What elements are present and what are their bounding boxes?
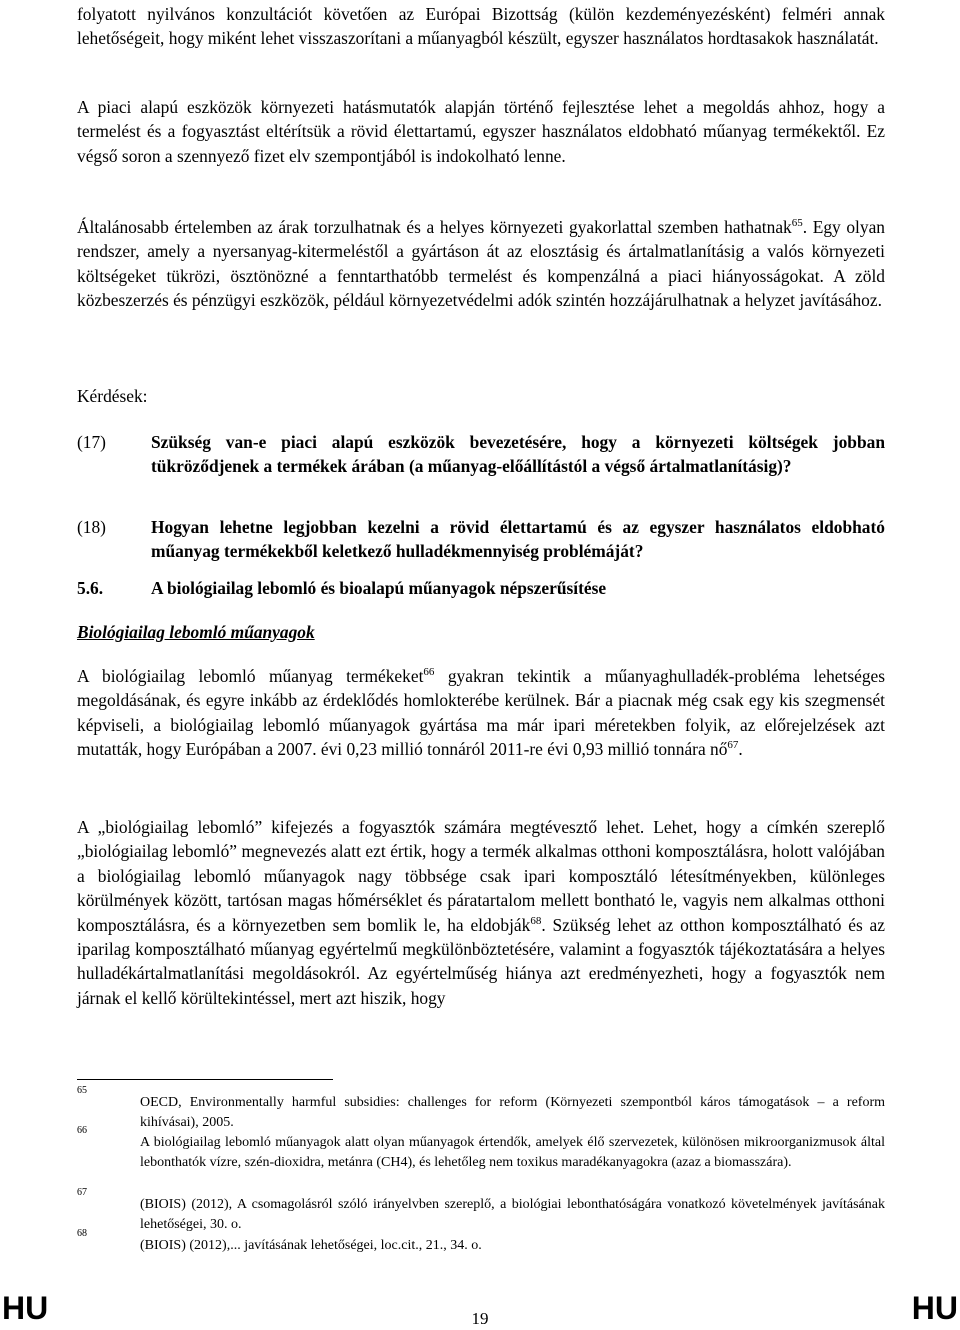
- footnote-text: (BIOIS) (2012),... javításának lehetőségei, loc.cit., 21., 34. o.: [140, 1238, 482, 1253]
- paragraph-intro: folyatott nyilvános konzultációt követően az Európai Bizottság (külön kezdeményezésként) felméri annak lehetőségeit, hogy miként lehet visszaszorítani a műanyagból készült, egyszer használatos hordtasakok használatát.: [77, 4, 885, 49]
- footnote-number: 68: [77, 1228, 87, 1239]
- question-17: [77, 430, 885, 479]
- footnote-separator: [77, 1079, 333, 1080]
- question-text: Hogyan lehetne legjobban kezelni a rövid élettartamú és az egyszer használatos eldobható műanyag termékekből keletkező hulladékmennyiség problémáját?: [151, 517, 885, 562]
- footnote-68: [77, 1228, 885, 1256]
- question-text: Szükség van-e piaci alapú eszközök bevezetésére, hogy a környezeti költségek jobban tükröződjenek a termékek árában (a műanyag-előállítástól a végső ártalmatlanításig)?: [151, 432, 885, 477]
- footer-language-right: HU: [911, 1290, 958, 1326]
- question-18: [77, 515, 885, 564]
- footnote-66: [77, 1125, 885, 1172]
- subheading: Biológiailag lebomló műanyagok: [77, 622, 315, 642]
- paragraph-price-distortion: Általánosabb értelemben az árak torzulhatnak és a helyes környezeti gyakorlattal szemben hathatnak$^{65}$. Egy olyan rendszer, amely a nyersanyag-kitermeléstől a gyártáson át az elosztásig és ártalmatlanításig a valós környezeti költségeket tükrözi, ösztönözné a fenntarthatóbb termelést és kompenzálná a piaci hiányosságokat. A zöld közbeszerzés és pénzügyi eszközök, például környezetvédelmi adók szintén hozzájárulhatnak a helyzet javításához.: [77, 217, 885, 311]
- footnote-number: 66: [77, 1125, 87, 1136]
- footnote-number: 67: [77, 1187, 87, 1198]
- footnote-65: [77, 1085, 885, 1132]
- paragraph-market-instruments: A piaci alapú eszközök környezeti hatásmutatók alapján történő fejlesztése lehet a megoldás ahhoz, hogy a termelést és a fogyasztást eltérítsük a rövid élettartamú, egyszer használatos eldobható műanyag termékektől. Ez végső soron a szennyező fizet elv szempontjából is indokolható lenne.: [77, 97, 885, 166]
- footer-language-left: HU: [2, 1290, 49, 1326]
- footnote-text: OECD, Environmentally harmful subsidies: challenges for reform (Környezeti szempontból káros támogatások – a reform kihívásai), 2005.: [140, 1095, 885, 1130]
- footnote-67: [77, 1187, 885, 1234]
- footnote-number: 65: [77, 1085, 87, 1096]
- question-number: (18): [77, 517, 106, 537]
- footnote-text: (BIOIS) (2012), A csomagolásról szóló irányelvben szereplő, a biológiai lebonthatóságára vonatkozó követelmények javításának lehetőségei, 30. o.: [140, 1197, 885, 1232]
- page-number: 19: [471, 1309, 489, 1328]
- paragraph-biodegradable-misleading: A „biológiailag lebomló” kifejezés a fogyasztók számára megtévesztő lehet. Lehet, hogy a címkén szereplő „biológiailag lebomló” megnevezés alatt ezt értik, hogy a termék alkalmas otthoni komposztálásra, holott valójában a biológiailag lebomló műanyagok nagy többsége csak ipari komposztáló létesítményekben, különleges körülmények között, tartósan magas hőmérséklet és páratartalom mellett bontható le, vagyis nem alkalmas otthoni komposztálásra, és a környezetben sem bomlik le, ha eldobják$^{68}$. Szükség lehet az otthon komposztálható és az iparilag komposztálható műanyag egyértelmű megkülönböztetésére, valamint a fogyasztók tájékoztatására a helyes hulladékártalmatlanítási megoldásokról. Az egyértelműség hiánya azt eredményezheti, hogy a fogyasztók nem járnak el kellő körültekintéssel, mert azt hiszik, hogy: [77, 817, 885, 1008]
- questions-label: Kérdések:: [77, 386, 148, 406]
- section-number: 5.6.: [77, 578, 104, 598]
- footnote-ref-67[interactable]: 67: [727, 739, 739, 752]
- footnote-ref-68[interactable]: 68: [530, 914, 542, 927]
- section-heading: [77, 576, 606, 600]
- footnote-ref-65[interactable]: 65: [791, 217, 803, 229]
- paragraph-biodegradable-intro: A biológiailag lebomló műanyag termékeket$^{66}$ gyakran tekintik a műanyaghulladék-probléma lehetséges megoldásának, és egyre inkább az érdeklődés homlokterébe kerülnek. Bár a piacnak még csak egy kis szegmensét képviseli, a biológiailag lebomló műanyagok gyártása ma már ipari méretekben folyik, az előrejelzések azt mutatták, hogy Európában a 2007. évi 0,23 millió tonnáról 2011-re évi 0,93 millió tonnára $nő^{67}$.: [77, 666, 885, 760]
- footnote-text: A biológiailag lebomló műanyagok alatt olyan műanyagok értendők, amelyek élő szervezetek, különösen mikroorganizmusok által lebonthatók vízre, szén-dioxidra, metánra (CH4), és lehetőleg nem toxikus maradékanyagokra (azaz a biomasszára).: [140, 1135, 885, 1170]
- section-title: A biológiailag lebomló és bioalapú műanyagok népszerűsítése: [151, 578, 607, 598]
- footnote-ref-66[interactable]: 66: [423, 666, 435, 678]
- question-number: (17): [77, 432, 106, 452]
